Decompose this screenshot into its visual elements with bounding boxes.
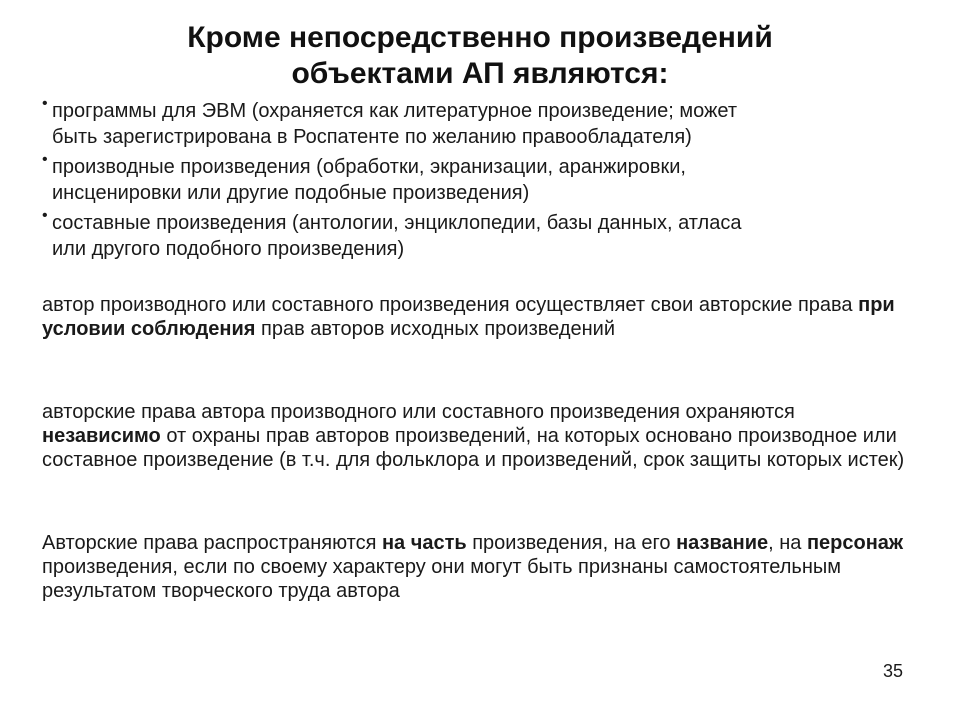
- bullet-item: [42, 207, 932, 262]
- para-bold: при условии соблюдения: [42, 294, 895, 340]
- para-bold: название: [676, 532, 769, 554]
- para-text: от охраны прав авторов произведений, на которых основано производное или составное произведение (в т.ч. для фольклора и произведений, срок защиты которых истек): [42, 425, 905, 471]
- para-text: Авторские права распространяются: [42, 532, 382, 554]
- para-text: произведения, на его: [466, 532, 677, 554]
- para-bold: персонаж: [806, 532, 904, 554]
- bullet-line: инсценировки или другие подобные произведения): [52, 182, 530, 204]
- bullet-list: [42, 95, 932, 266]
- bullet-marker: •: [42, 207, 48, 224]
- title-line-2: объектами АП являются:: [291, 57, 669, 90]
- paragraph-partial-works: [42, 531, 912, 603]
- page-number: 35: [882, 661, 903, 681]
- bullet-line: или другого подобного произведения): [52, 238, 405, 260]
- bullet-line: быть зарегистрирована в Роспатенте по желанию правообладателя): [52, 126, 692, 148]
- bullet-line: составные произведения (антологии, энциклопедии, базы данных, атласа: [52, 212, 742, 234]
- bullet-line: производные произведения (обработки, экранизации, аранжировки,: [52, 156, 686, 178]
- para-bold: независимо: [42, 425, 161, 447]
- bullet-item: [42, 95, 932, 150]
- paragraph-derivative-rights: [42, 293, 912, 341]
- para-text: авторские права автора производного или составного произведения охраняются: [42, 401, 795, 423]
- para-text: произведения, если по своему характеру они могут быть признаны самостоятельным результатом творческого труда автора: [42, 556, 842, 602]
- para-text: прав авторов исходных произведений: [255, 318, 616, 340]
- para-text: автор производного или составного произведения осуществляет свои авторские права: [42, 294, 859, 316]
- para-text: , на: [768, 532, 807, 554]
- title-line-1: Кроме непосредственно произведений: [187, 21, 773, 54]
- bullet-marker: •: [42, 95, 48, 112]
- bullet-line: программы для ЭВМ (охраняется как литературное произведение; может: [52, 100, 738, 122]
- paragraph-independent-protection: [42, 400, 912, 472]
- slide-title: [0, 20, 960, 92]
- bullet-item: [42, 151, 932, 206]
- bullet-marker: •: [42, 151, 48, 168]
- para-bold: на часть: [381, 532, 467, 554]
